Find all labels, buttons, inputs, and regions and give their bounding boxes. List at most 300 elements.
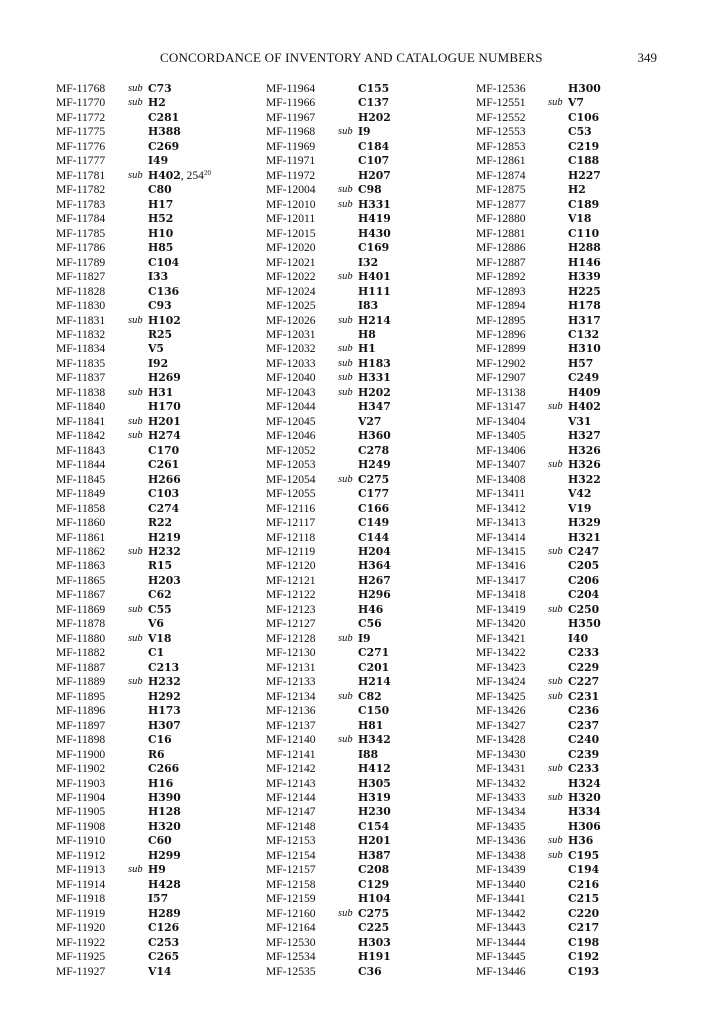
sub-marker: sub xyxy=(548,791,563,803)
concordance-row xyxy=(56,777,246,791)
catalogue-number xyxy=(358,936,391,950)
catalogue-number xyxy=(148,805,181,819)
concordance-row xyxy=(476,270,666,284)
catalogue-number xyxy=(148,733,172,747)
catalogue-number xyxy=(358,241,389,255)
inventory-number: MF-12053 xyxy=(266,458,316,472)
sub-marker: sub xyxy=(128,546,143,557)
inventory-number: MF-11869 xyxy=(56,602,106,616)
catalogue-number xyxy=(358,212,391,226)
catalogue-number-text: C192 xyxy=(568,950,600,964)
catalogue-number-text: H267 xyxy=(358,573,391,587)
concordance-row xyxy=(266,704,456,718)
catalogue-number xyxy=(148,936,179,950)
inventory-number: MF-13434 xyxy=(476,805,526,819)
concordance-row xyxy=(56,791,246,805)
catalogue-number xyxy=(358,690,382,704)
catalogue-number xyxy=(148,762,179,776)
concordance-row xyxy=(476,487,666,501)
inventory-number: MF-12157 xyxy=(266,863,316,877)
inventory-number: MF-12536 xyxy=(476,82,526,95)
catalogue-number-text: C236 xyxy=(568,704,600,718)
concordance-row xyxy=(266,661,456,675)
inventory-number: MF-12128 xyxy=(266,631,316,645)
inventory-number: MF-12121 xyxy=(266,573,316,587)
concordance-row xyxy=(476,502,666,516)
catalogue-number xyxy=(358,111,391,125)
inventory-number: MF-11831 xyxy=(56,313,106,327)
catalogue-number-text: H230 xyxy=(358,805,391,819)
catalogue-number-text: C136 xyxy=(148,284,180,298)
catalogue-number xyxy=(148,285,179,299)
catalogue-number xyxy=(568,429,601,443)
concordance-row xyxy=(476,892,666,906)
concordance-row xyxy=(56,169,246,183)
inventory-number: MF-11880 xyxy=(56,631,106,645)
catalogue-number xyxy=(358,198,391,212)
concordance-row xyxy=(476,371,666,385)
inventory-number: MF-12154 xyxy=(266,848,316,862)
page-number: 349 xyxy=(637,50,657,65)
catalogue-number xyxy=(568,820,601,834)
catalogue-number-text: H146 xyxy=(568,255,601,269)
inventory-number: MF-11889 xyxy=(56,675,106,689)
catalogue-number xyxy=(148,748,165,762)
catalogue-number xyxy=(568,415,591,429)
concordance-row xyxy=(476,183,666,197)
inventory-number: MF-11786 xyxy=(56,241,106,255)
catalogue-number xyxy=(568,140,599,154)
concordance-row xyxy=(266,733,456,747)
sub-marker: sub xyxy=(128,415,143,427)
concordance-row xyxy=(266,342,456,356)
inventory-number: MF-13425 xyxy=(476,689,526,703)
inventory-number: MF-12907 xyxy=(476,371,526,385)
catalogue-number xyxy=(358,965,382,979)
concordance-row xyxy=(56,241,246,255)
catalogue-number-text: H232 xyxy=(148,545,181,558)
catalogue-number-text: I9 xyxy=(358,125,371,139)
inventory-number: MF-13147 xyxy=(476,400,526,414)
inventory-number: MF-11905 xyxy=(56,805,106,819)
catalogue-number-text: H31 xyxy=(148,385,174,399)
inventory-number: MF-12887 xyxy=(476,255,526,269)
inventory-number: MF-13432 xyxy=(476,776,526,790)
inventory-number: MF-11920 xyxy=(56,921,106,935)
catalogue-number xyxy=(568,863,599,877)
concordance-row xyxy=(56,820,246,834)
inventory-number: MF-12141 xyxy=(266,747,316,761)
concordance-row xyxy=(266,805,456,819)
concordance-row xyxy=(476,545,666,559)
inventory-number: MF-11927 xyxy=(56,964,106,978)
catalogue-number xyxy=(148,704,181,718)
catalogue-number xyxy=(568,675,599,689)
catalogue-number-text: C62 xyxy=(148,588,172,602)
inventory-number: MF-12043 xyxy=(266,385,316,399)
catalogue-number xyxy=(148,198,173,212)
catalogue-number-text: H219 xyxy=(148,530,181,544)
inventory-number: MF-11768 xyxy=(56,82,106,95)
catalogue-number xyxy=(568,212,591,226)
concordance-row xyxy=(56,516,246,530)
catalogue-number xyxy=(148,965,171,979)
catalogue-number xyxy=(568,516,601,530)
concordance-row xyxy=(266,444,456,458)
catalogue-number xyxy=(358,531,389,545)
inventory-number: MF-11843 xyxy=(56,443,106,457)
concordance-row xyxy=(476,328,666,342)
inventory-number: MF-13419 xyxy=(476,602,526,616)
sub-marker: sub xyxy=(338,632,353,644)
catalogue-number-text: H364 xyxy=(358,559,391,573)
catalogue-number-text: H305 xyxy=(358,776,391,790)
inventory-number: MF-12130 xyxy=(266,646,316,660)
concordance-row xyxy=(266,371,456,385)
catalogue-number-text: C106 xyxy=(568,110,600,124)
catalogue-number-text: H402 xyxy=(568,400,601,414)
catalogue-number xyxy=(568,357,593,371)
inventory-number: MF-13433 xyxy=(476,790,526,804)
catalogue-number-text: C80 xyxy=(148,183,172,197)
concordance-row xyxy=(476,444,666,458)
inventory-number: MF-13435 xyxy=(476,819,526,833)
catalogue-number-text: H178 xyxy=(568,299,601,313)
catalogue-number-text: C107 xyxy=(358,154,390,168)
concordance-row xyxy=(266,386,456,400)
inventory-number: MF-11837 xyxy=(56,371,106,385)
catalogue-number xyxy=(568,661,599,675)
concordance-row xyxy=(266,241,456,255)
catalogue-number-text: V14 xyxy=(148,964,172,978)
catalogue-number-text: C129 xyxy=(358,877,390,891)
concordance-row xyxy=(56,371,246,385)
inventory-number: MF-12530 xyxy=(266,935,316,949)
catalogue-number xyxy=(148,473,181,487)
catalogue-number xyxy=(358,559,391,573)
catalogue-number-text: H296 xyxy=(358,588,391,602)
catalogue-number xyxy=(568,299,601,313)
inventory-number: MF-11903 xyxy=(56,776,106,790)
catalogue-number xyxy=(358,125,371,139)
catalogue-number-text: C278 xyxy=(358,443,390,457)
catalogue-number-text: H269 xyxy=(148,371,181,385)
catalogue-number-text: C201 xyxy=(358,660,390,674)
inventory-number: MF-11887 xyxy=(56,660,106,674)
catalogue-number-text: H322 xyxy=(568,472,601,486)
catalogue-number-text: I40 xyxy=(568,631,589,645)
catalogue-number-text: H331 xyxy=(358,197,391,211)
catalogue-number xyxy=(358,748,378,762)
catalogue-number-text: I88 xyxy=(358,747,379,761)
concordance-row xyxy=(56,762,246,776)
catalogue-number-text: H81 xyxy=(358,718,384,732)
inventory-number: MF-13415 xyxy=(476,545,526,558)
concordance-row xyxy=(266,415,456,429)
inventory-number: MF-12004 xyxy=(266,183,316,197)
inventory-number: MF-12011 xyxy=(266,212,316,226)
catalogue-number xyxy=(148,820,181,834)
catalogue-number-text: I92 xyxy=(148,356,169,370)
concordance-row xyxy=(476,125,666,139)
catalogue-number-text: H111 xyxy=(358,284,391,298)
sub-marker: sub xyxy=(128,83,143,94)
inventory-number: MF-12136 xyxy=(266,704,316,718)
catalogue-number-text: C247 xyxy=(568,545,600,558)
inventory-number: MF-13436 xyxy=(476,834,526,848)
concordance-row xyxy=(476,661,666,675)
catalogue-number-text: H350 xyxy=(568,617,601,631)
catalogue-number xyxy=(148,574,181,588)
catalogue-number-text: C184 xyxy=(358,139,390,153)
catalogue-number xyxy=(568,227,599,241)
catalogue-number-text: I9 xyxy=(358,631,371,645)
inventory-number: MF-13404 xyxy=(476,414,526,428)
inventory-number: MF-12158 xyxy=(266,877,316,891)
catalogue-number-text: H8 xyxy=(358,327,376,341)
inventory-number: MF-13439 xyxy=(476,863,526,877)
inventory-number: MF-11781 xyxy=(56,168,106,182)
catalogue-number xyxy=(568,169,601,183)
inventory-number: MF-12143 xyxy=(266,776,316,790)
concordance-row xyxy=(266,154,456,168)
inventory-number: MF-13443 xyxy=(476,921,526,935)
inventory-number: MF-12164 xyxy=(266,921,316,935)
concordance-row xyxy=(56,950,246,964)
catalogue-number-text: C36 xyxy=(358,964,382,978)
catalogue-number-text: H288 xyxy=(568,241,601,255)
concordance-row xyxy=(476,559,666,573)
sub-marker: sub xyxy=(338,372,353,384)
concordance-row xyxy=(56,82,246,96)
sub-marker: sub xyxy=(338,386,353,398)
concordance-row xyxy=(266,675,456,689)
catalogue-number xyxy=(148,646,164,660)
sub-marker: sub xyxy=(338,473,353,485)
concordance-row xyxy=(266,892,456,906)
catalogue-number xyxy=(568,531,601,545)
inventory-number: MF-11784 xyxy=(56,212,106,226)
inventory-number: MF-11776 xyxy=(56,139,106,153)
catalogue-number-text: C195 xyxy=(568,848,600,862)
concordance-row xyxy=(56,285,246,299)
catalogue-number-text: C16 xyxy=(148,733,172,747)
catalogue-number xyxy=(148,400,181,414)
catalogue-number-text: H274 xyxy=(148,429,181,443)
concordance-row xyxy=(56,212,246,226)
concordance-row xyxy=(476,603,666,617)
catalogue-number-text: H201 xyxy=(148,414,181,428)
concordance-row xyxy=(266,834,456,848)
running-header xyxy=(0,50,703,70)
catalogue-number xyxy=(148,559,172,573)
catalogue-number xyxy=(358,834,391,848)
inventory-number: MF-13444 xyxy=(476,935,526,949)
inventory-number: MF-11841 xyxy=(56,414,106,428)
catalogue-number xyxy=(148,516,172,530)
inventory-number: MF-13412 xyxy=(476,501,526,515)
catalogue-number xyxy=(148,791,181,805)
catalogue-number xyxy=(568,241,601,255)
catalogue-number-text: H201 xyxy=(358,834,391,848)
catalogue-number-text: C275 xyxy=(358,472,390,486)
catalogue-number xyxy=(148,386,173,400)
catalogue-number-text: H329 xyxy=(568,516,601,530)
catalogue-number xyxy=(358,661,389,675)
catalogue-number xyxy=(148,342,164,356)
catalogue-number xyxy=(148,125,181,139)
catalogue-number-text: H430 xyxy=(358,226,391,240)
concordance-row xyxy=(266,96,456,110)
concordance-row xyxy=(266,950,456,964)
concordance-row xyxy=(476,950,666,964)
sub-marker: sub xyxy=(338,198,353,210)
concordance-row xyxy=(56,502,246,516)
concordance-row xyxy=(56,661,246,675)
concordance-row xyxy=(476,849,666,863)
concordance-row xyxy=(476,400,666,414)
concordance-row xyxy=(266,646,456,660)
concordance-row xyxy=(476,777,666,791)
catalogue-number xyxy=(358,444,389,458)
concordance-row xyxy=(476,82,666,96)
catalogue-number xyxy=(568,256,601,270)
concordance-row xyxy=(56,444,246,458)
catalogue-number-text: H36 xyxy=(568,834,594,848)
inventory-number: MF-12134 xyxy=(266,689,316,703)
inventory-number: MF-11860 xyxy=(56,516,106,530)
concordance-row xyxy=(56,675,246,689)
catalogue-number xyxy=(568,371,599,385)
catalogue-number xyxy=(568,342,601,356)
concordance-row xyxy=(56,227,246,241)
catalogue-number xyxy=(148,357,168,371)
catalogue-number-text: H339 xyxy=(568,270,601,284)
sub-marker: sub xyxy=(338,734,353,746)
sub-marker: sub xyxy=(128,864,143,876)
inventory-number: MF-11861 xyxy=(56,530,106,544)
catalogue-number-text: V6 xyxy=(148,617,164,631)
concordance-row xyxy=(56,270,246,284)
catalogue-number-text: H331 xyxy=(358,371,391,385)
catalogue-number xyxy=(568,791,601,805)
catalogue-number xyxy=(568,444,601,458)
catalogue-number xyxy=(568,559,599,573)
catalogue-number-text: C281 xyxy=(148,110,180,124)
catalogue-number-text: V7 xyxy=(568,96,584,110)
catalogue-number-text: H85 xyxy=(148,241,174,255)
inventory-number: MF-11902 xyxy=(56,762,106,776)
sub-marker: sub xyxy=(338,314,353,326)
catalogue-number-text: C137 xyxy=(358,96,390,110)
catalogue-number-text: C271 xyxy=(358,646,390,660)
page-title: CONCORDANCE OF INVENTORY AND CATALOGUE NUMBERS xyxy=(160,50,543,65)
inventory-number: MF-12118 xyxy=(266,530,316,544)
inventory-number: MF-12123 xyxy=(266,602,316,616)
catalogue-number-text: H57 xyxy=(568,356,594,370)
inventory-number: MF-12894 xyxy=(476,299,526,313)
inventory-number: MF-11914 xyxy=(56,877,106,891)
catalogue-number xyxy=(148,907,181,921)
catalogue-number xyxy=(568,733,599,747)
inventory-number: MF-13426 xyxy=(476,704,526,718)
catalogue-number-text: C166 xyxy=(358,501,390,515)
inventory-number: MF-12026 xyxy=(266,313,316,327)
catalogue-number-text: C144 xyxy=(358,530,390,544)
inventory-number: MF-12044 xyxy=(266,400,316,414)
inventory-number: MF-11919 xyxy=(56,906,106,920)
concordance-row xyxy=(266,400,456,414)
catalogue-number-text: H173 xyxy=(148,704,181,718)
catalogue-number xyxy=(568,574,599,588)
catalogue-number-text: H319 xyxy=(358,790,391,804)
sub-marker: sub xyxy=(128,603,143,615)
concordance-row xyxy=(266,965,456,979)
catalogue-number xyxy=(568,603,599,617)
inventory-number: MF-11910 xyxy=(56,834,106,848)
catalogue-number-text: R6 xyxy=(148,747,165,761)
catalogue-number xyxy=(568,617,601,631)
catalogue-number xyxy=(568,907,599,921)
catalogue-number xyxy=(568,111,599,125)
concordance-row xyxy=(476,834,666,848)
catalogue-number-text: C265 xyxy=(148,950,180,964)
sub-marker: sub xyxy=(338,690,353,702)
concordance-row xyxy=(266,227,456,241)
catalogue-number-text: C170 xyxy=(148,443,180,457)
concordance-row xyxy=(266,256,456,270)
catalogue-number xyxy=(148,140,179,154)
concordance-row xyxy=(56,805,246,819)
inventory-number: MF-12015 xyxy=(266,226,316,240)
concordance-row xyxy=(476,719,666,733)
catalogue-number-text: H387 xyxy=(358,848,391,862)
catalogue-number-text: H52 xyxy=(148,212,174,226)
catalogue-number-text: V42 xyxy=(568,487,592,501)
inventory-number: MF-12881 xyxy=(476,226,526,240)
catalogue-number-text: V19 xyxy=(568,501,592,515)
catalogue-number xyxy=(358,849,391,863)
inventory-number: MF-12886 xyxy=(476,241,526,255)
concordance-row xyxy=(476,907,666,921)
inventory-number: MF-11878 xyxy=(56,617,106,631)
catalogue-number xyxy=(568,762,599,776)
catalogue-number-text: H204 xyxy=(358,545,391,558)
catalogue-number xyxy=(358,169,391,183)
concordance-row xyxy=(266,690,456,704)
catalogue-number xyxy=(358,878,389,892)
inventory-number: MF-11900 xyxy=(56,747,106,761)
catalogue-number-text: H102 xyxy=(148,313,181,327)
catalogue-number-text: H419 xyxy=(358,212,391,226)
concordance-row xyxy=(56,574,246,588)
catalogue-number-text: C231 xyxy=(568,689,600,703)
sub-marker: sub xyxy=(128,632,143,644)
inventory-number: MF-11863 xyxy=(56,559,106,573)
inventory-number: MF-13424 xyxy=(476,675,526,689)
inventory-number: MF-11972 xyxy=(266,168,316,182)
catalogue-number-text: C253 xyxy=(148,935,180,949)
catalogue-number xyxy=(358,299,378,313)
inventory-number: MF-12153 xyxy=(266,834,316,848)
catalogue-number-text: H232 xyxy=(148,675,181,689)
concordance-row xyxy=(56,646,246,660)
concordance-row xyxy=(56,936,246,950)
concordance-row xyxy=(476,863,666,877)
inventory-number: MF-13446 xyxy=(476,964,526,978)
inventory-number: MF-12120 xyxy=(266,559,316,573)
concordance-row xyxy=(476,299,666,313)
